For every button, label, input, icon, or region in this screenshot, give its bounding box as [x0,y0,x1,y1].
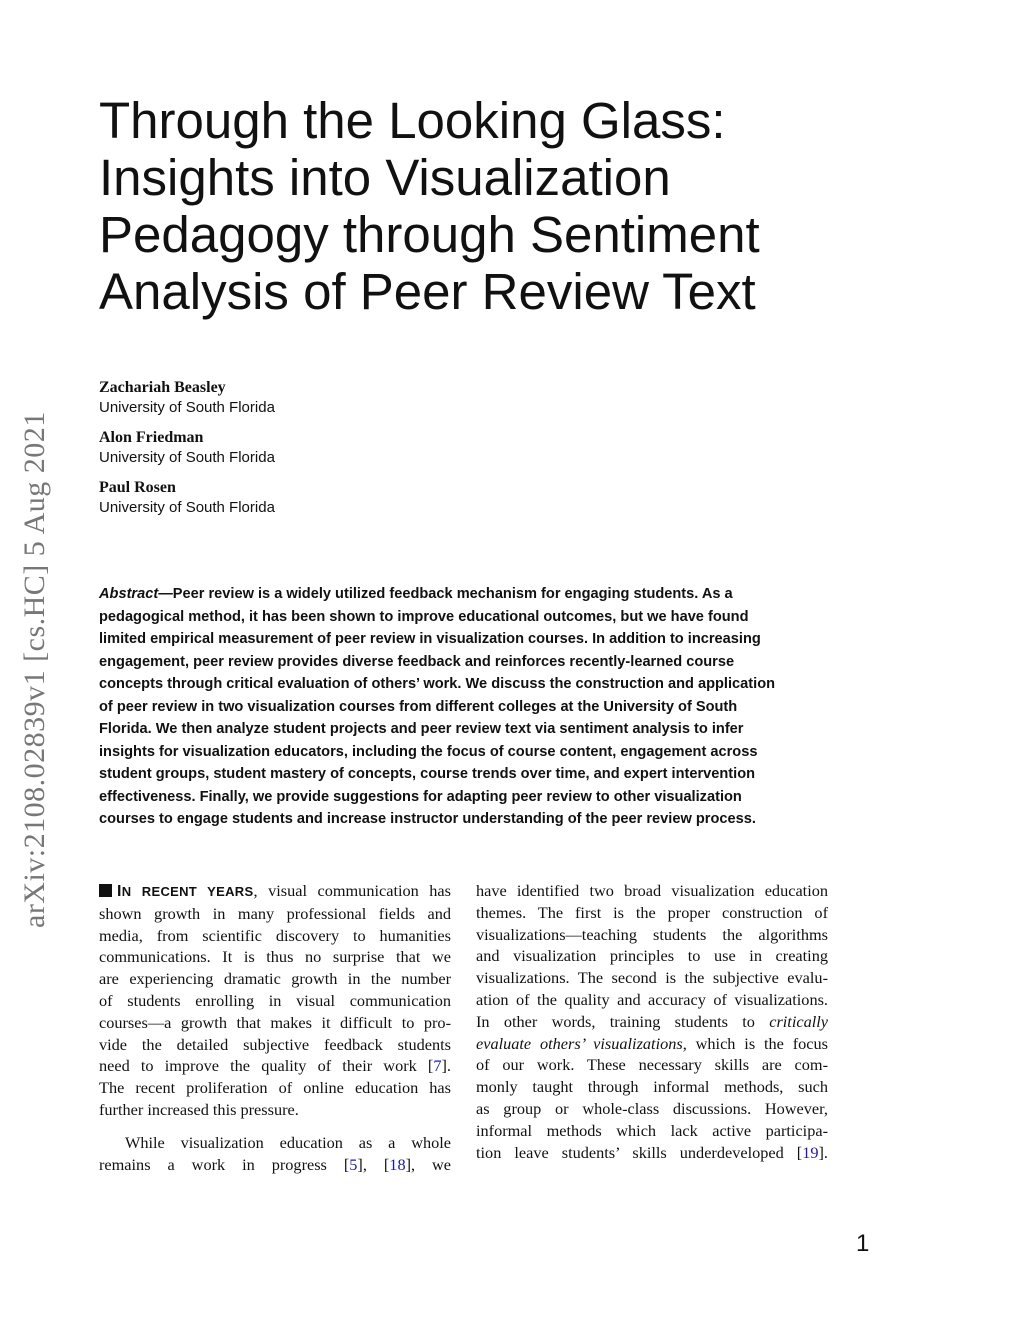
body-line: monly taught through informal methods, such [476,1077,828,1097]
body-line: are experiencing dramatic growth in the number [99,969,451,989]
title-line: Analysis of Peer Review Text [99,263,756,320]
abstract-line: engagement, peer review provides diverse feedback and reinforces recently-learned course [99,653,735,670]
body-line: The recent proliferation of online education has [99,1078,451,1098]
author-list [99,378,499,528]
lead-in-caps: IN RECENT YEARS [117,883,254,900]
body-line: themes. The first is the proper construction of [476,902,828,922]
abstract-line: effectiveness. Finally, we provide suggestions for adapting peer review to other visualization [99,788,742,805]
body-line: remains a work in progress [5], [18], we [99,1154,452,1174]
body-paragraph [99,1132,451,1176]
body-line: communications. It is thus no surprise that we [99,947,451,967]
body-line: as group or whole-class discussions. However, [476,1098,828,1118]
body-column-left [99,880,451,1175]
body-line: In other words, training students to critically [476,1011,828,1031]
title-line: Through the Looking Glass: [99,92,726,149]
abstract-line: student groups, student mastery of concepts, course trends over time, and expert intervention [99,766,756,782]
section-marker-square-icon [99,884,112,897]
body-line: visualizations. The second is the subjective evalu- [476,968,828,988]
citation-link[interactable]: 19 [802,1142,819,1162]
body-line: While visualization education as a whole [125,1132,451,1152]
author-entry [99,478,499,518]
body-line: informal methods which lack active participa- [476,1120,828,1140]
citation-link[interactable]: 7 [433,1056,442,1076]
body-paragraph [476,880,828,1163]
body-line: further increased this pressure. [99,1099,299,1119]
abstract-line: of peer review in two visualization courses from different colleges at the University of South [99,698,738,715]
author-name: Alon Friedman [99,429,204,446]
body-line: need to improve the quality of their work [7]. [99,1056,451,1076]
author-affiliation: University of South Florida [99,399,275,416]
body-line: IN RECENT YEARS, visual communication has [99,880,451,903]
body-paragraph [99,880,451,1121]
arxiv-identifier-stamp: arXiv:2108.02839v1 [cs.HC] 5 Aug 2021 [18,411,51,928]
abstract-line: courses to engage students and increase instructor understanding of the peer review process. [99,811,756,827]
abstract-line: limited empirical measurement of peer review in visualization courses. In addition to increasing [99,631,761,647]
body-column-right [476,880,828,1163]
body-line: have identified two broad visualization education [476,881,828,900]
author-entry [99,378,499,418]
citation-link[interactable]: 18 [389,1154,406,1174]
abstract-line: concepts through critical evaluation of others’ work. We discuss the construction and application [99,676,776,692]
author-affiliation: University of South Florida [99,499,275,516]
citation-link[interactable]: 5 [349,1154,358,1174]
abstract [99,583,834,831]
body-line: visualizations—teaching students the algorithms [476,924,828,944]
abstract-dash: — [158,586,173,602]
abstract-label: Abstract [99,586,159,602]
author-entry [99,428,499,468]
body-line: ation of the quality and accuracy of visualizations. [476,989,828,1009]
author-name: Zachariah Beasley [99,379,226,396]
title-line: Insights into Visualization [99,149,671,206]
author-affiliation: University of South Florida [99,449,275,466]
body-line: tion leave students’ skills underdeveloped [19]. [476,1142,828,1162]
abstract-line: pedagogical method, it has been shown to improve educational outcomes, but we have found [99,608,749,625]
body-line: of our work. These necessary skills are com- [476,1055,828,1075]
body-line: of students enrolling in visual communication [99,990,451,1010]
page-number: 1 [856,1230,870,1257]
abstract-line [99,583,834,606]
title-line: Pedagogy through Sentiment [99,206,760,263]
paper-title [99,92,859,320]
body-line: vide the detailed subjective feedback students [99,1034,451,1054]
body-line: evaluate others’ visualizations, which is the focus [476,1033,829,1053]
body-line: and visualization principles to use in creating [476,946,828,966]
body-line: shown growth in many professional fields and [99,903,451,923]
abstract-text: Peer review is a widely utilized feedback mechanism for engaging students. As a [172,586,733,602]
body-line: media, from scientific discovery to humanities [99,925,451,945]
abstract-line: insights for visualization educators, including the focus of course content, engagement across [99,743,758,760]
abstract-line: Florida. We then analyze student projects and peer review text via sentiment analysis to infer [99,721,744,737]
body-line: courses—a growth that makes it difficult to pro- [99,1012,451,1032]
author-name: Paul Rosen [99,479,176,496]
